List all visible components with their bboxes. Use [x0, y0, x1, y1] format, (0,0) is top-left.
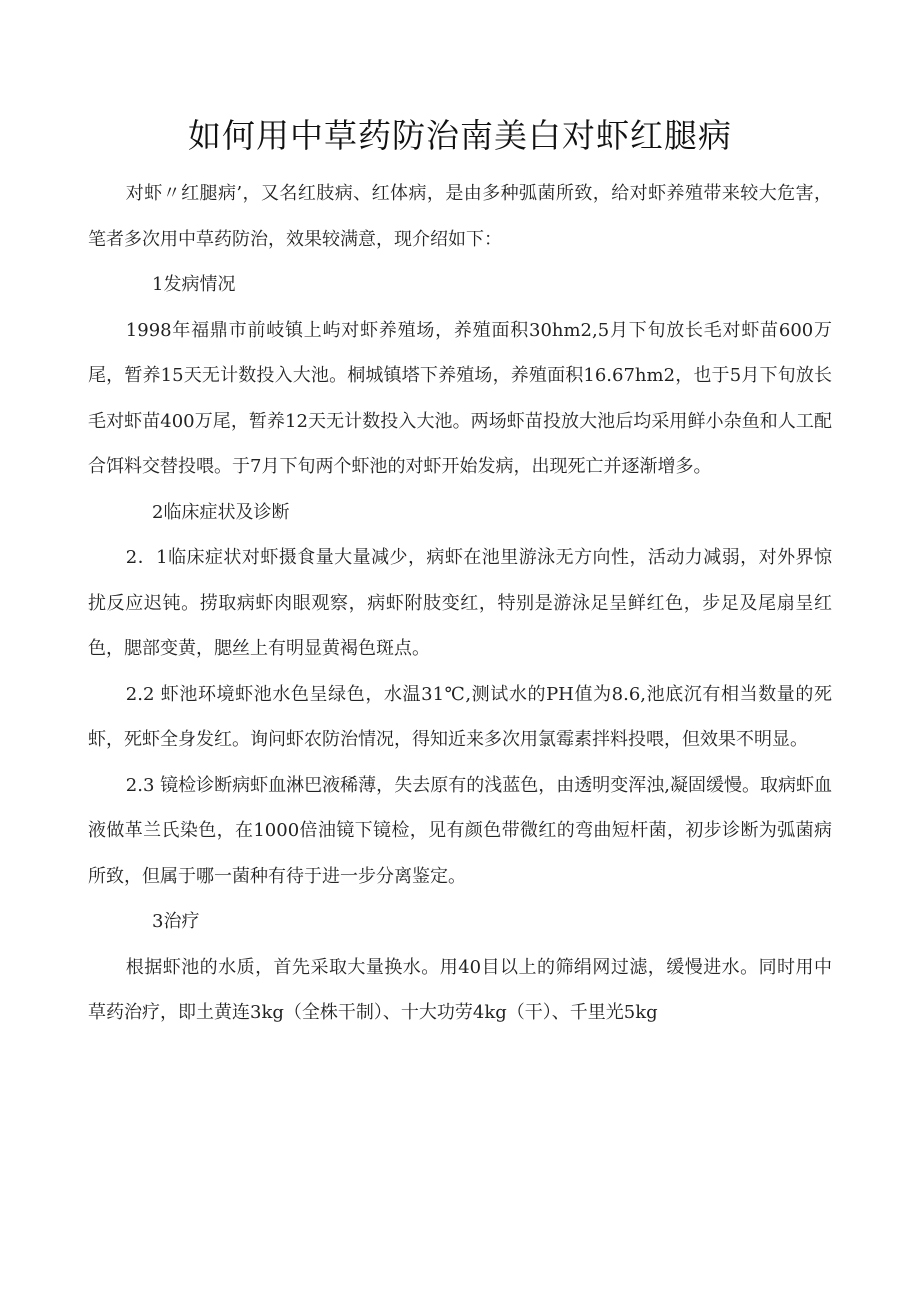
section-heading-3: 3治疗 [152, 911, 200, 932]
treatment-paragraph: 根据虾池的水质，首先采取大量换水。用40目以上的筛绢网过滤，缓慢进水。同时用中草药治疗，即土黄连3kg（全株干制）、十大功劳4kg（干）、千里光5kg [88, 956, 832, 1023]
section-heading-1: 1发病情况 [152, 274, 236, 295]
onset-paragraph: 1998年福鼎市前岐镇上屿对虾养殖场，养殖面积30hm2,5月下旬放长毛对虾苗600万尾，暂养15天无计数投入大池。桐城镇塔下养殖场，养殖面积16.67hm2，也于5月下旬放长毛对虾苗400万尾，暂养12天无计数投入大池。两场虾苗投放大池后均采用鲜小杂鱼和人工配合饵料交替投喂。于7月下旬两个虾池的对虾开始发病，出现死亡并逐渐增多。 [88, 319, 832, 477]
symptoms-paragraph: 2．1临床症状对虾摄食量大量减少，病虾在池里游泳无方向性，活动力减弱，对外界惊扰反应迟钝。捞取病虾肉眼观察，病虾附肢变红，特别是游泳足呈鲜红色，步足及尾扇呈红色，腮部变黄，腮丝上有明显黄褐色斑点。 [88, 547, 832, 659]
section-heading-2: 2临床症状及诊断 [152, 501, 290, 523]
pond-environment-paragraph: 2.2 虾池环境虾池水色呈绿色，水温31℃,测试水的PH值为8.6,池底沉有相当数量的死虾，死虾全身发红。询问虾农防治情况，得知近来多次用氯霉素拌料投喂，但效果不明显。 [88, 683, 832, 750]
document-title: 如何用中草药防治南美白对虾红腿病 [188, 116, 732, 155]
microscopy-paragraph: 2.3 镜检诊断病虾血淋巴液稀薄，失去原有的浅蓝色，由透明变浑浊,凝固缓慢。取病虾血液做革兰氏染色，在1000倍油镜下镜检，见有颜色带微红的弯曲短杆菌，初步诊断为弧菌病所致，但属于哪一菌种有待于进一步分离鉴定。 [88, 774, 832, 887]
document-body [88, 171, 832, 1036]
intro-paragraph: 对虾〃红腿病’，又名红肢病、红体病，是由多种弧菌所致，给对虾养殖带来较大危害，笔者多次用中草药防治，效果较满意，现介绍如下： [88, 183, 832, 250]
